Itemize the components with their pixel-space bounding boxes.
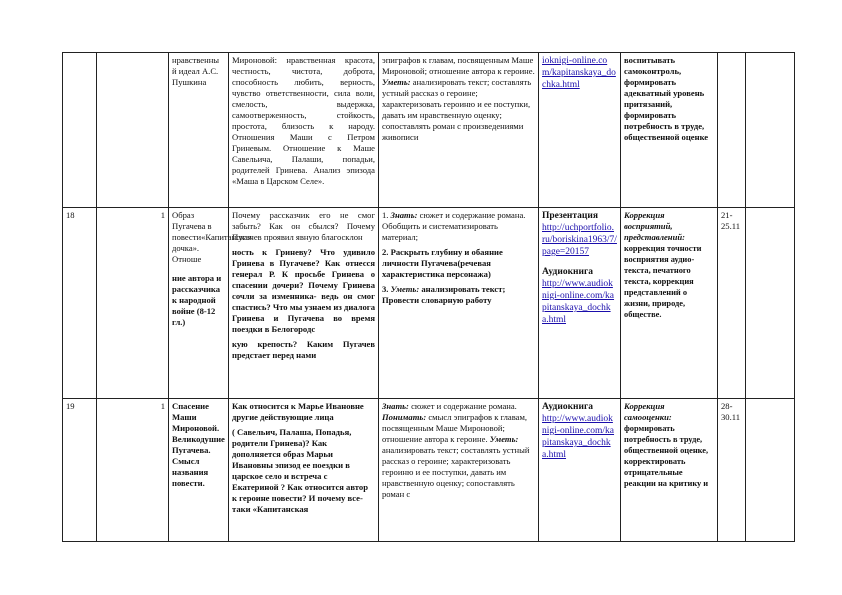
- content-cell: Мироновой: нравственная красота, честность, чистота, доброта, способность любить, верность, чувство ответственности, сила воли, смелость, выдержка, самоотверженность, стойкость, простота, близость к народу. Отношения Маши с Петром Гриневым. Отношение к Маше Савельича, Палаши, попадьи, родителей Гринева. Анализ эпизода «Маша в Царском Селе».: [229, 53, 379, 208]
- lesson-plan-table: [62, 52, 795, 542]
- hours-cell: 1: [97, 208, 169, 399]
- date-cell: 21-25.11: [718, 208, 746, 399]
- topic-text: Образ Пугачева в повести«Капитанская дочка». Отноше: [172, 210, 252, 264]
- topic-text-bold: ние автора и рассказчика к народной войне (8-12 гл.): [172, 273, 222, 327]
- content-text: Почему рассказчик его не смог забыть? Как он сбылся? Почему Пугачев проявил явную благосклон: [232, 210, 375, 242]
- topic-cell: Спасение Маши Мироновой. Великодушие Пугачева. Смысл названия повести.: [169, 399, 229, 542]
- can-label: Уметь:: [489, 434, 519, 444]
- content-text-bold: ность к Гриневу? Что удивило Гринева в Пугачеве? Как отнесся генерал Р. К просьбе Гринева о спасении дочери? Почему Гринева сочли за изменника- ведь он смог спастись? Что мы узнаем из диалога Гринева и Пугачева во время поездки в Белогородс: [232, 247, 375, 334]
- correction-text: коррекция точности восприятия аудио-текста, печатного текста, коррекция представлений о жизни, природе, обществе.: [624, 244, 702, 319]
- topic-cell: [169, 208, 252, 399]
- skills-cell: [379, 53, 539, 208]
- table-row: [63, 399, 795, 542]
- understand-label: Понимать:: [382, 412, 427, 422]
- audiobook-link[interactable]: http://www.audioknigi-online.com/kapitanskaya_dochka.html: [542, 279, 615, 325]
- resources-cell: [539, 399, 621, 542]
- resources-cell: [539, 208, 621, 399]
- audiobook-title: Аудиокнига: [542, 267, 594, 277]
- content-text-bold: ( Савельич, Палаша, Попадья, родители Гринева)? Как дополняется образ Марьи Ивановны эпизод ее поездки в царское село и встреча с Екатериной ? Как относится автор к героине повести? И почему все-таки «Капитанская: [232, 427, 368, 514]
- skills-text: анализировать текст; составлять устный рассказ о героине; характеризовать героиню и ее поступки, давать им нравственную оценку; сопоставлять роман с произведениями живописи: [382, 77, 532, 142]
- topic-cell: нравственны й идеал А.С. Пушкина: [169, 53, 229, 208]
- know-text: сюжет и содержание романа. Обобщить и систематизировать материал;: [382, 210, 526, 242]
- audiobook-link[interactable]: http://www.audioknigi-online.com/kapitanskaya_dochka.html: [542, 414, 615, 460]
- notes-cell: [746, 53, 795, 208]
- content-text-bold: Как относится к Марье Ивановне другие действующие лица: [232, 401, 364, 422]
- correction-cell: [621, 208, 718, 399]
- can-label: Уметь:: [390, 284, 420, 294]
- audiobook-link[interactable]: ioknigi-online.com/kapitanskaya_dochka.html: [542, 56, 616, 90]
- skill-two: 2. Раскрыть глубину и обаяние личности Пугачева(речевая характеристика персонажа): [382, 247, 503, 279]
- skills-lead: эпиграфов к главам, посвященным Маше Мироновой; отношение автора к героине.: [382, 55, 535, 76]
- skills-cell: 1. Знать: сюжет и содержание романа. Обобщить и систематизировать материал; 2. Раскрыть глубину и обаяние личности Пугачева(речевая характеристика персонажа) 3. Уметь: анализировать текст; Провести словарную работу: [379, 208, 539, 399]
- correction-cell: воспитывать самоконтроль, формировать адекватный уровень притязаний, формировать потребность в труде, общественной оценке: [621, 53, 718, 208]
- lesson-number-cell: [63, 53, 97, 208]
- correction-cell: [621, 399, 718, 542]
- know-text: сюжет и содержание романа.: [408, 401, 517, 411]
- hours-cell: 1: [97, 399, 169, 542]
- correction-label: Коррекция самооценки:: [624, 401, 672, 422]
- date-cell: [718, 53, 746, 208]
- correction-label: Коррекция восприятий, представлений:: [624, 210, 685, 242]
- notes-cell: [746, 399, 795, 542]
- can-text: анализировать текст; составлять устный рассказ о героине; характеризовать героиню и ее поступки, давать им нравственную оценку; сопоставлять роман с: [382, 445, 530, 499]
- lesson-number-cell: 18: [63, 208, 97, 399]
- hours-cell: [97, 53, 169, 208]
- presentation-link[interactable]: http://uchportfolio.ru/boriskina1963/7/page=20157: [542, 223, 617, 257]
- table-row: [63, 208, 795, 399]
- lesson-number-cell: 19: [63, 399, 97, 542]
- table-row: [63, 53, 795, 208]
- content-cell: [229, 399, 379, 542]
- know-label: Знать:: [382, 401, 409, 411]
- content-cell: [229, 208, 379, 399]
- skills-label: Уметь:: [382, 77, 411, 87]
- date-cell: 28-30.11: [718, 399, 746, 542]
- understand-text: смысл эпиграфов к главам, посвященным Маше Мироновой; отношение автора к героине.: [382, 412, 528, 444]
- audiobook-title: Аудиокнига: [542, 402, 594, 412]
- presentation-title: Презентация: [542, 211, 599, 221]
- notes-cell: [746, 208, 795, 399]
- resources-cell: [539, 53, 621, 208]
- know-label: Знать:: [390, 210, 418, 220]
- correction-text: формировать потребность в труде, общественной оценке, корректировать отрицательные реакции на критику и: [624, 424, 709, 488]
- skills-cell: [379, 399, 539, 542]
- content-text-bold: кую крепость? Каким Пугачев предстает перед нами: [232, 339, 375, 360]
- can-text: анализировать текст; Провести словарную работу: [382, 284, 506, 305]
